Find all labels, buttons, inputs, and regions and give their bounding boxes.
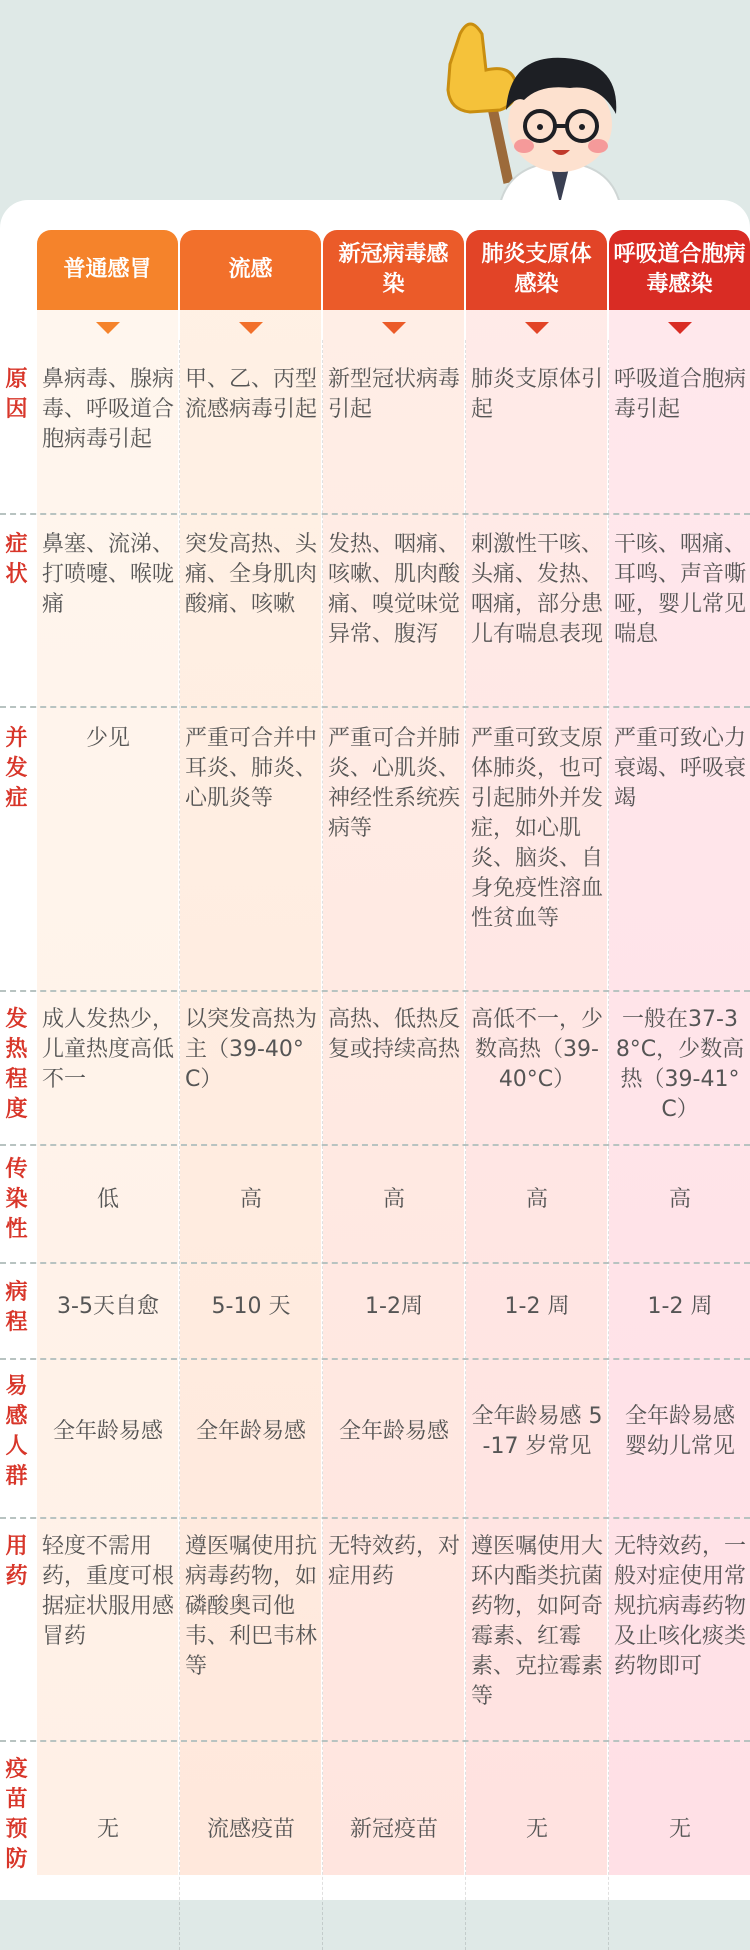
- header-mycoplasma: [466, 230, 607, 310]
- cell-vaccine-common-cold: 无: [96, 1817, 119, 1842]
- row-label-symptoms: 症状: [5, 532, 28, 587]
- cell-fever-covid: 高热、低热反复或持续高热: [328, 1007, 461, 1062]
- header-common-cold: [37, 230, 178, 310]
- cell-cause-mycoplasma: 肺炎支原体引起: [471, 367, 604, 422]
- cell-contagiousness-covid: 高: [382, 1187, 405, 1212]
- row-label-fever: 发热程度: [5, 1007, 28, 1122]
- cell-contagiousness-flu: 高: [239, 1187, 262, 1212]
- column-bg-covid: [323, 255, 464, 1875]
- cell-symptoms-covid: 发热、咽痛、咳嗽、肌肉酸痛、嗅觉味觉异常、腹泻: [328, 532, 461, 647]
- cell-course-mycoplasma: 1-2 周: [504, 1294, 570, 1319]
- cell-susceptible-rsv: 全年龄易感 婴幼儿常见: [624, 1404, 735, 1459]
- cell-cause-common-cold: 鼻病毒、腺病毒、呼吸道合胞病毒引起: [42, 367, 175, 452]
- row-divider: [0, 1517, 750, 1519]
- cell-cause-rsv: 呼吸道合胞病毒引起: [614, 367, 747, 422]
- cell-complications-flu: 严重可合并中耳炎、肺炎、心肌炎等: [185, 726, 318, 811]
- row-label-cause: 原因: [5, 367, 28, 422]
- cell-symptoms-common-cold: 鼻塞、流涕、打喷嚏、喉咙痛: [42, 532, 175, 617]
- doctor-cartoon-icon: [420, 14, 630, 204]
- cell-symptoms-mycoplasma: 刺激性干咳、头痛、发热、咽痛，部分患儿有喘息表现: [471, 532, 604, 647]
- row-label-susceptible: 易感人群: [5, 1374, 28, 1489]
- row-divider: [0, 1262, 750, 1264]
- cell-contagiousness-common-cold: 低: [96, 1187, 119, 1212]
- header-label: 新冠病毒感染: [338, 242, 449, 297]
- cell-susceptible-common-cold: 全年龄易感: [52, 1419, 163, 1444]
- row-label-course: 病程: [5, 1280, 28, 1335]
- cell-medication-flu: 遵医嘱使用抗病毒药物，如磷酸奥司他韦、利巴韦林等: [185, 1534, 318, 1679]
- cell-complications-covid: 严重可合并肺炎、心肌炎、神经性系统疾病等: [328, 726, 461, 841]
- cell-complications-common-cold: 少见: [85, 726, 130, 751]
- cell-medication-mycoplasma: 遵医嘱使用大环内酯类抗菌药物，如阿奇霉素、红霉素、克拉霉素等: [471, 1534, 604, 1709]
- cell-fever-mycoplasma: 高低不一，少数高热（39-40°C）: [471, 1007, 604, 1092]
- cell-course-flu: 5-10 天: [211, 1294, 291, 1319]
- cell-fever-flu: 以突发高热为主（39-40°C）: [185, 1007, 318, 1092]
- header-flu: [180, 230, 321, 310]
- header-label: 肺炎支原体感染: [481, 242, 592, 297]
- cell-course-common-cold: 3-5天自愈: [57, 1294, 159, 1319]
- cell-vaccine-mycoplasma: 无: [525, 1817, 548, 1842]
- cell-complications-mycoplasma: 严重可致支原体肺炎，也可引起肺外并发症，如心肌炎、脑炎、自身免疫性溶血性贫血等: [471, 726, 604, 931]
- row-label-vaccine: 疫苗预防: [5, 1757, 28, 1872]
- row-label-medication: 用药: [5, 1534, 28, 1589]
- cell-contagiousness-rsv: 高: [668, 1187, 691, 1212]
- cell-medication-common-cold: 轻度不需用药，重度可根据症状服用感冒药: [42, 1534, 175, 1649]
- cell-fever-rsv: 一般在37-38°C，少数高热（39-41°C）: [615, 1007, 745, 1122]
- cell-symptoms-flu: 突发高热、头痛、全身肌肉酸痛、咳嗽: [185, 532, 318, 617]
- cell-cause-flu: 甲、乙、丙型流感病毒引起: [185, 367, 318, 422]
- row-divider: [0, 1358, 750, 1360]
- cell-contagiousness-mycoplasma: 高: [525, 1187, 548, 1212]
- row-divider: [0, 990, 750, 992]
- row-divider: [0, 1144, 750, 1146]
- cell-complications-rsv: 严重可致心力衰竭、呼吸衰竭: [614, 726, 747, 811]
- cell-susceptible-covid: 全年龄易感: [338, 1419, 449, 1444]
- cell-medication-covid: 无特效药，对症用药: [328, 1534, 461, 1589]
- cell-susceptible-flu: 全年龄易感: [195, 1419, 306, 1444]
- hero-banner: [0, 0, 750, 210]
- cell-medication-rsv: 无特效药，一般对症使用常规抗病毒药物及止咳化痰类药物即可: [614, 1534, 747, 1679]
- row-divider: [0, 706, 750, 708]
- cell-susceptible-mycoplasma: 全年龄易感 5-17 岁常见: [471, 1404, 603, 1459]
- header-label: 普通感冒: [63, 257, 152, 282]
- header-label: 流感: [228, 257, 273, 282]
- header-label: 呼吸道合胞病毒感染: [613, 242, 746, 297]
- header-rsv: [609, 230, 750, 310]
- cell-course-rsv: 1-2 周: [647, 1294, 713, 1319]
- row-divider: [0, 513, 750, 515]
- row-label-contagiousness: 传染性: [5, 1157, 28, 1242]
- row-label-complications: 并发症: [5, 726, 28, 811]
- cell-symptoms-rsv: 干咳、咽痛、耳鸣、声音嘶哑，婴儿常见喘息: [614, 532, 747, 647]
- cell-course-covid: 1-2周: [365, 1294, 423, 1319]
- header-covid: [323, 230, 464, 310]
- cell-vaccine-covid: 新冠疫苗: [349, 1817, 438, 1842]
- cell-vaccine-rsv: 无: [668, 1817, 691, 1842]
- cell-fever-common-cold: 成人发热少，儿童热度高低不一: [42, 1007, 175, 1092]
- cell-vaccine-flu: 流感疫苗: [206, 1817, 295, 1842]
- cell-cause-covid: 新型冠状病毒引起: [328, 367, 461, 422]
- row-divider: [0, 1740, 750, 1742]
